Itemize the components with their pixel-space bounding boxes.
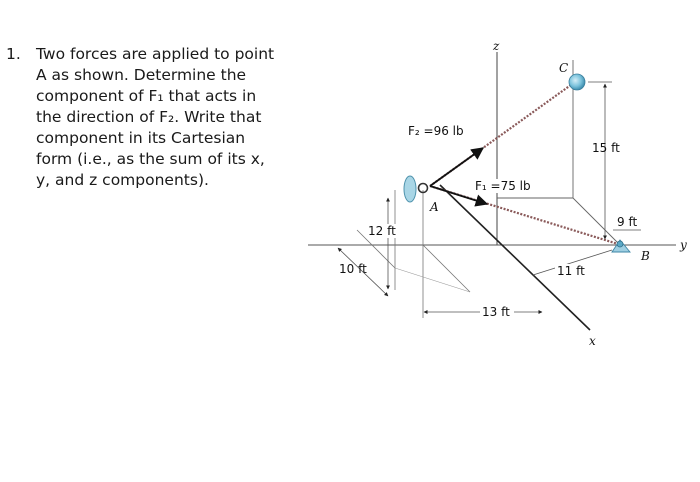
z-axis-label: z xyxy=(493,39,500,53)
problem-line: A as shown. Determine the xyxy=(36,66,247,84)
guide-line xyxy=(423,245,470,292)
problem-line: form (i.e., as the sum of its x, xyxy=(36,150,265,168)
point-b-label: B xyxy=(641,249,650,263)
x-axis xyxy=(440,185,590,330)
problem-line: component of F₁ that acts in xyxy=(36,87,257,105)
dim-9ft-label: 9 ft xyxy=(617,215,638,229)
force-f2-label: F₂ =96 lb xyxy=(408,124,464,138)
guide-line xyxy=(573,198,620,245)
point-a-label: A xyxy=(430,200,439,214)
guide-line xyxy=(395,268,470,292)
problem-number: 1. xyxy=(6,45,21,63)
problem-line: the direction of F₂. Write that xyxy=(36,108,262,126)
dim-13ft-label: 13 ft xyxy=(482,305,510,319)
problem-line: component in its Cartesian xyxy=(36,129,246,147)
pin-b xyxy=(617,241,623,247)
problem-line: Two forces are applied to point xyxy=(36,45,275,63)
force-f1-label: F₁ =75 lb xyxy=(475,179,531,193)
y-axis-label: y xyxy=(680,238,687,252)
dim-11ft-label: 11 ft xyxy=(557,264,585,278)
x-axis-label: x xyxy=(589,334,596,348)
ball-c xyxy=(569,74,585,90)
support-plate-a xyxy=(404,176,416,202)
dim-12ft-label: 12 ft xyxy=(368,224,396,238)
problem-line: y, and z components). xyxy=(36,171,209,189)
dim-10ft-label: 10 ft xyxy=(339,262,367,276)
point-c-label: C xyxy=(559,61,569,75)
dim-15ft-label: 15 ft xyxy=(592,141,620,155)
